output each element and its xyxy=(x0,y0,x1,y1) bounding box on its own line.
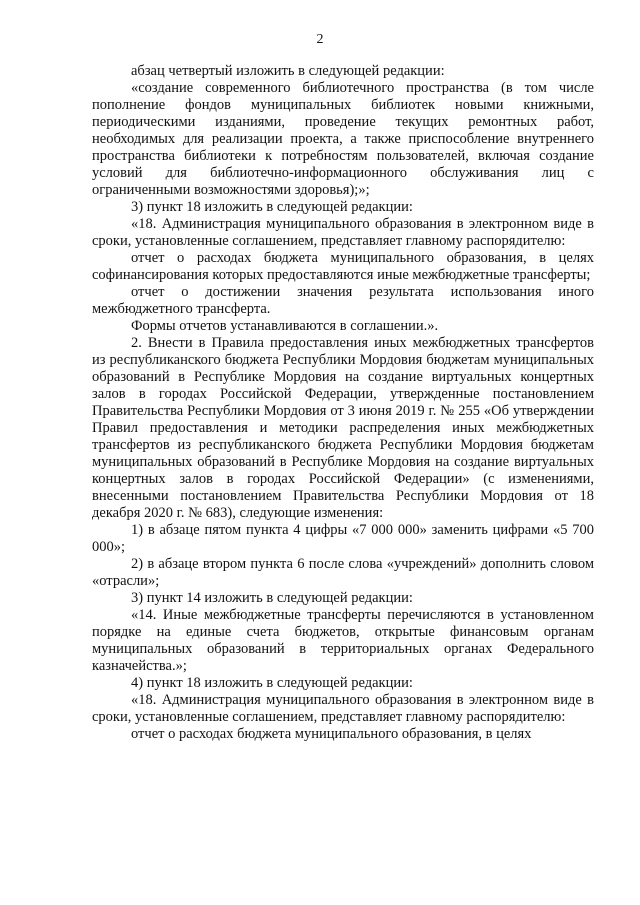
paragraph: отчет о достижении значения результата использования иного межбюджетного трансферта. xyxy=(92,284,594,317)
paragraph: отчет о расходах бюджета муниципального образования, в целях xyxy=(131,726,532,742)
paragraph: 1) в абзаце пятом пункта 4 цифры «7 000 000» заменить цифрами «5 700 000»; xyxy=(92,522,594,555)
paragraph: «14. Иные межбюджетные трансферты перечисляются в установленном порядке на единые счета бюджетов, открытые финансовым органам муниципальных образований в территориальных органах Федерального казначейства.»; xyxy=(92,607,594,674)
paragraph: «создание современного библиотечного пространства (в том числе пополнение фондов муниципальных библиотек новыми книжными, периодическими изданиями, проведение текущих ремонтных работ, необходимых для реализации проекта, а также приспособление внутреннего пространства библиотеки к потребностям пользователей, включая создание условий для библиотечно-информационного обслуживания лиц с ограниченными возможностями здоровья);»; xyxy=(92,80,594,198)
paragraph: 2) в абзаце втором пункта 6 после слова «учреждений» дополнить словом «отрасли»; xyxy=(92,556,594,589)
paragraph: Формы отчетов устанавливаются в соглашении.». xyxy=(131,318,439,334)
paragraph: 2. Внести в Правила предоставления иных межбюджетных трансфертов из республиканского бюджета Республики Мордовия бюджетам муниципальных образований в Республике Мордовия на создание виртуальных концертных залов в городах Российской Федерации, утвержденные постановлением Правительства Республики Мордовия от 3 июня 2019 г. № 255 «Об утверждении Правил предоставления и методики распределения иных межбюджетных трансфертов из республиканского бюджета Республики Мордовия бюджетам муниципальных образований в Республике Мордовия на создание виртуальных концертных залов в городах Российской Федерации» (с изменениями, внесенными постановлением Правительства Республики Мордовия от 18 декабря 2020 г. № 683), следующие изменения: xyxy=(92,335,594,521)
paragraph: 4) пункт 18 изложить в следующей редакции: xyxy=(131,675,413,691)
document-body xyxy=(92,63,594,743)
paragraph: отчет о расходах бюджета муниципального образования, в целях софинансирования которых предоставляются иные межбюджетные трансферты; xyxy=(92,250,594,283)
paragraph: «18. Администрация муниципального образования в электронном виде в сроки, установленные соглашением, представляет главному распорядителю: xyxy=(92,216,594,249)
paragraph: 3) пункт 14 изложить в следующей редакции: xyxy=(131,590,413,606)
paragraph: абзац четвертый изложить в следующей редакции: xyxy=(131,63,445,79)
page-number: 2 xyxy=(316,32,324,47)
paragraph: «18. Администрация муниципального образования в электронном виде в сроки, установленные соглашением, представляет главному распорядителю: xyxy=(92,692,594,725)
paragraph: 3) пункт 18 изложить в следующей редакции: xyxy=(131,199,413,215)
